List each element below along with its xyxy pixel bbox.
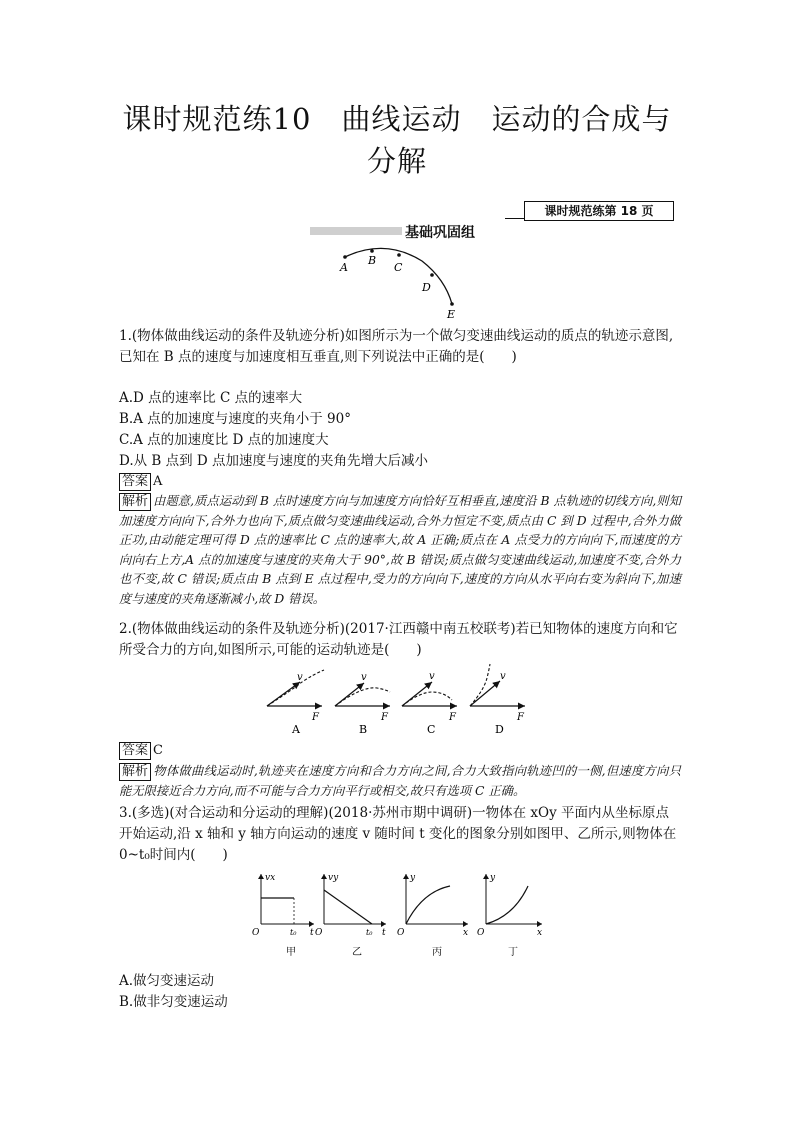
explain-label: 解析: [119, 763, 151, 781]
q1-explanation: [119, 492, 681, 610]
q2-explanation-text: 物体做曲线运动时,轨迹夹在速度方向和合力方向之间,合力大致指向轨迹凹的一侧,但速度方向只能无限接近合力方向,而不可能与合力方向平行或相交,故只有选项 C 正确。: [119, 764, 681, 798]
q1-option-d: D.从 B 点到 D 点加速度与速度的夹角先增大后减小: [119, 453, 429, 469]
graph-jia-origin: O: [252, 928, 260, 938]
point-e: [450, 302, 454, 306]
point-a: [343, 255, 347, 259]
graph-yi-xaxis: t: [382, 928, 386, 938]
graph-yi-tick: t₀: [366, 928, 373, 937]
section-title: 基础巩固组: [405, 225, 475, 241]
question-1-stem: 1.(物体做曲线运动的条件及轨迹分析)如图所示为一个做匀变速曲线运动的质点的轨迹示意图,已知在 B 点的速度与加速度相互垂直,则下列说法中正确的是( ): [119, 328, 674, 365]
tag-underline: [505, 218, 525, 219]
f-label-c: F: [449, 712, 456, 723]
label-d: D: [422, 281, 431, 294]
q3-option-a: A.做匀变速运动: [119, 973, 215, 989]
q1-option-b: B.A 点的加速度与速度的夹角小于 90°: [119, 411, 351, 427]
diagram-label-c: C: [427, 723, 436, 736]
question-2-stem: 2.(物体做曲线运动的条件及轨迹分析)(2017·江西赣中南五校联考)若已知物体的速度方向和它所受合力的方向,如图所示,可能的运动轨迹是( ): [119, 621, 678, 658]
graph-ding-xaxis: x: [537, 928, 543, 938]
graph-ding-origin: O: [477, 928, 485, 938]
v-label-b: v: [361, 672, 367, 683]
v-label-d: v: [500, 671, 506, 682]
diagram-label-b: B: [359, 723, 368, 736]
answer-label: 答案: [119, 742, 151, 760]
diagram-b: [335, 672, 390, 736]
q3-graphs: [246, 868, 546, 964]
graph-yi-origin: O: [315, 928, 323, 938]
graph-bing: [397, 873, 468, 958]
graph-jia: [252, 873, 314, 958]
graph-jia-tick: t₀: [290, 928, 297, 937]
graph-yi-yaxis: vy: [328, 873, 339, 883]
q1-explanation-text: 由题意,质点运动到 B 点时速度方向与加速度方向恰好互相垂直,速度沿 B 点轨迹的切线方向,则知加速度方向向下,合外力也向下,质点做匀变速曲线运动,合外力恒定不变,质点由 C 到 D 过程中,合外力做正功,由动能定理可得 D 点的速率比 C 点的速率大,故 A 正确;质点在 A 点受力的方向向下,而速度的方向向右上方,A 点的加速度与速度的夹角大于 90°,故 B 错误;质点做匀变速曲线运动,加速度不变,合外力也不变,故 C 错误;质点由 B 点到 E 点过程中,受力的方向向下,速度的方向从水平向右变为斜向下,加速度与速度的夹角逐渐减小,故 D 错误。: [119, 494, 681, 606]
section-bar: [310, 227, 402, 235]
page-tag: 课时规范练第 18 页: [524, 201, 674, 221]
page-title: 课时规范练10 曲线运动 运动的合成与: [122, 102, 672, 136]
label-b: B: [368, 254, 377, 267]
q1-answer-row: [119, 472, 679, 492]
label-a: A: [340, 261, 348, 274]
label-e: E: [447, 308, 456, 320]
answer-label: 答案: [119, 473, 151, 491]
q2-answer: C: [153, 743, 163, 758]
q3-option-b: B.做非匀变速运动: [119, 994, 228, 1010]
point-c: [397, 253, 401, 257]
q2-explanation: [119, 762, 681, 801]
graph-jia-xaxis: t: [310, 928, 314, 938]
f-label-b: F: [381, 712, 388, 723]
point-b: [370, 249, 374, 253]
graph-ding-yaxis: y: [490, 873, 496, 883]
f-label-d: F: [517, 712, 524, 723]
question-3-stem: 3.(多选)(对合运动和分运动的理解)(2018·苏州市期中调研)一物体在 xOy 平面内从坐标原点开始运动,沿 x 轴和 y 轴方向运动的速度 v 随时间 t 变化的图象分别如图甲、乙所示,则物体在 0~t₀时间内( ): [119, 805, 677, 863]
v-label-c: v: [429, 671, 435, 682]
graph-yi: [315, 873, 386, 958]
point-d: [430, 273, 434, 277]
q2-diagrams: [262, 662, 537, 740]
graph-bing-yaxis: y: [410, 873, 416, 883]
explain-label: 解析: [119, 493, 151, 511]
diagram-c: [402, 671, 457, 736]
graph-jia-caption: 甲: [286, 947, 296, 958]
graph-bing-caption: 丙: [432, 947, 442, 958]
q1-answer: A: [153, 474, 163, 489]
diagram-label-a: A: [292, 723, 300, 736]
diagram-d: [470, 664, 525, 736]
f-label-a: F: [312, 712, 319, 723]
graph-bing-xaxis: x: [463, 928, 469, 938]
graph-jia-yaxis: vx: [265, 873, 276, 883]
trajectory-figure: [330, 244, 470, 320]
graph-ding-caption: 丁: [508, 947, 518, 958]
graph-ding: [477, 873, 542, 958]
graph-bing-origin: O: [397, 928, 405, 938]
graph-yi-caption: 乙: [352, 947, 362, 958]
trajectory-curve: [345, 248, 452, 304]
v-label-a: v: [297, 672, 303, 683]
diagram-label-d: D: [495, 723, 504, 736]
q1-option-a: A.D 点的速率比 C 点的速率大: [119, 390, 303, 406]
q2-answer-row: [119, 741, 679, 761]
page-title-line2: 分解: [366, 144, 427, 178]
q1-option-c: C.A 点的加速度比 D 点的加速度大: [119, 432, 329, 448]
diagram-a: [267, 670, 324, 736]
label-c: C: [394, 261, 403, 274]
